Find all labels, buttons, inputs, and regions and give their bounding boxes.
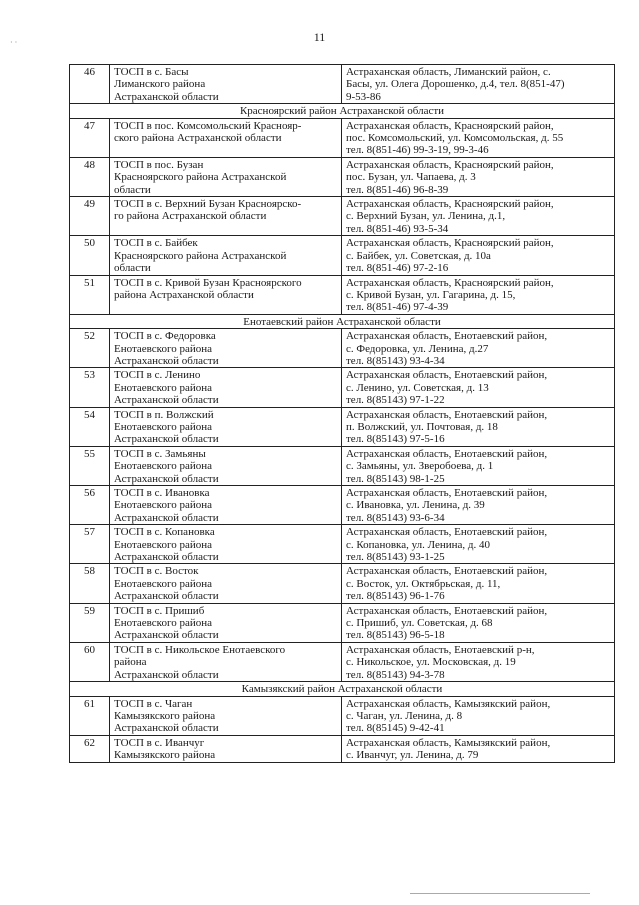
district-heading: Красноярский район Астраханской области	[70, 104, 615, 118]
address-line: Астраханская область, Енотаевский район,	[346, 330, 548, 343]
table-row	[70, 642, 615, 681]
office-name-line: Астраханской области	[114, 472, 219, 485]
address-line: пос. Бузан, ул. Чапаева, д. 3	[346, 171, 476, 184]
table-row	[70, 236, 615, 275]
row-number: 55	[70, 446, 110, 485]
address-line: Астраханская область, Енотаевский район,	[346, 487, 548, 499]
address-line: с. Федоровка, ул. Ленина, д.27	[346, 342, 489, 355]
address-line: Астраханская область, Лиманский район, с.	[346, 66, 551, 78]
office-name-line: района	[114, 656, 147, 669]
office-name-line: Енотаевского района	[114, 420, 212, 433]
address-line: тел. 8(85143) 98-1-25	[346, 472, 445, 485]
address-line: пос. Комсомольский, ул. Комсомольская, д. 55	[346, 132, 564, 145]
office-name-line: ТОСП в с. Байбек	[114, 237, 198, 250]
office-name-line: ТОСП в с. Чаган	[114, 697, 193, 710]
address-line: тел. 8(85143) 96-5-18	[346, 629, 445, 642]
row-number: 58	[70, 564, 110, 603]
page-number: 11	[313, 30, 326, 44]
table-row	[70, 486, 615, 525]
address-line: Астраханская область, Камызякский район,	[346, 697, 551, 710]
address-line: с. Байбек, ул. Советская, д. 10а	[346, 249, 491, 262]
office-name-line: Красноярского района Астраханской	[114, 171, 287, 184]
office-name-cell	[110, 236, 342, 275]
office-name-cell	[110, 696, 342, 735]
office-name-line: Астраханской области	[114, 354, 219, 367]
office-name-cell	[110, 564, 342, 603]
table-row	[70, 197, 615, 236]
office-name-line: ТОСП в с. Ивановка	[114, 487, 210, 499]
office-name-line: ТОСП в п. Волжский	[114, 408, 214, 421]
address-cell	[342, 275, 615, 314]
table-row	[70, 329, 615, 368]
address-line: с. Ивановка, ул. Ленина, д. 39	[346, 499, 485, 512]
row-number: 48	[70, 157, 110, 196]
office-name-line: ТОСП в пос. Бузан	[114, 158, 204, 171]
office-name-line: области	[114, 262, 151, 275]
address-cell	[342, 446, 615, 485]
address-cell	[342, 564, 615, 603]
office-name-cell	[110, 275, 342, 314]
office-name-cell	[110, 446, 342, 485]
address-line: с. Верхний Бузан, ул. Ленина, д.1,	[346, 210, 506, 223]
row-number: 56	[70, 486, 110, 525]
scan-mark: · ·	[10, 38, 18, 47]
office-name-line: ТОСП в с. Федоровка	[114, 330, 216, 343]
table-row	[70, 735, 615, 762]
office-name-line: области	[114, 183, 151, 196]
address-line: с. Замьяны, ул. Зверобоева, д. 1	[346, 460, 494, 473]
office-name-line: Астраханской области	[114, 90, 219, 103]
office-name-cell	[110, 735, 342, 762]
row-number: 47	[70, 118, 110, 157]
office-name-cell	[110, 525, 342, 564]
address-line: Астраханская область, Енотаевский район,	[346, 408, 548, 421]
office-name-cell	[110, 329, 342, 368]
address-cell	[342, 236, 615, 275]
office-name-line: Красноярского района Астраханской	[114, 249, 287, 262]
address-line: Астраханская область, Енотаевский район,	[346, 604, 548, 617]
table-row	[70, 525, 615, 564]
office-name-line: Енотаевского района	[114, 617, 212, 630]
address-line: п. Волжский, ул. Почтовая, д. 18	[346, 420, 498, 433]
address-line: с. Кривой Бузан, ул. Гагарина, д. 15,	[346, 288, 516, 301]
address-line: Басы, ул. Олега Дорошенко, д.4, тел. 8(851-47)	[346, 78, 565, 91]
scan-edge-line	[410, 893, 590, 894]
address-line: тел. 8(85143) 96-1-76	[346, 590, 445, 603]
district-heading: Камызякский район Астраханской области	[70, 682, 615, 696]
address-line: с. Иванчуг, ул. Ленина, д. 79	[346, 749, 479, 762]
address-cell	[342, 525, 615, 564]
office-name-line: Лиманского района	[114, 78, 206, 91]
table-row	[70, 407, 615, 446]
address-cell	[342, 486, 615, 525]
office-name-line: ТОСП в с. Никольское Енотаевского	[114, 643, 286, 656]
office-name-line: ТОСП в с. Кривой Бузан Красноярского	[114, 276, 302, 289]
office-name-line: ТОСП в с. Копановка	[114, 526, 215, 539]
table-row	[70, 603, 615, 642]
table-row	[70, 275, 615, 314]
row-number: 59	[70, 603, 110, 642]
office-name-line: ТОСП в с. Пришиб	[114, 604, 205, 617]
address-cell	[342, 65, 615, 104]
office-name-line: Астраханской области	[114, 433, 219, 446]
address-line: Астраханская область, Енотаевский район,	[346, 565, 548, 578]
address-line: Астраханская область, Камызякский район,	[346, 736, 551, 749]
office-name-cell	[110, 157, 342, 196]
address-line: тел. 8(85143) 93-6-34	[346, 511, 445, 524]
address-cell	[342, 642, 615, 681]
row-number: 54	[70, 407, 110, 446]
office-name-cell	[110, 407, 342, 446]
office-name-line: ТОСП в с. Ленино	[114, 369, 201, 382]
row-number: 60	[70, 642, 110, 681]
office-name-line: района Астраханской области	[114, 288, 254, 301]
office-name-line: ского района Астраханской области	[114, 132, 282, 145]
office-name-cell	[110, 642, 342, 681]
row-number: 51	[70, 275, 110, 314]
office-name-line: ТОСП в с. Верхний Бузан Красноярско-	[114, 198, 302, 211]
address-line: с. Восток, ул. Октябрьская, д. 11,	[346, 577, 501, 590]
address-line: с. Копановка, ул. Ленина, д. 40	[346, 538, 490, 551]
address-cell	[342, 407, 615, 446]
office-name-line: ТОСП в с. Басы	[114, 66, 189, 78]
office-name-cell	[110, 368, 342, 407]
office-name-cell	[110, 486, 342, 525]
address-line: Астраханская область, Красноярский район,	[346, 276, 554, 289]
address-line: тел. 8(85143) 94-3-78	[346, 668, 445, 681]
office-name-line: Енотаевского района	[114, 381, 212, 394]
address-line: с. Ленино, ул. Советская, д. 13	[346, 381, 489, 394]
address-line: Астраханская область, Енотаевский район,	[346, 369, 548, 382]
row-number: 57	[70, 525, 110, 564]
address-line: Астраханская область, Красноярский район,	[346, 158, 554, 171]
office-name-line: Камызякского района	[114, 749, 216, 762]
office-name-line: Енотаевского района	[114, 342, 212, 355]
address-line: тел. 8(85145) 9-42-41	[346, 722, 445, 735]
district-section-row	[70, 314, 615, 328]
address-line: Астраханская область, Енотаевский р-н,	[346, 643, 535, 656]
office-name-line: Астраханской области	[114, 394, 219, 407]
row-number: 52	[70, 329, 110, 368]
office-name-cell	[110, 603, 342, 642]
row-number: 46	[70, 65, 110, 104]
table-row	[70, 118, 615, 157]
row-number: 61	[70, 696, 110, 735]
address-line: тел. 8(851-46) 99-3-19, 99-3-46	[346, 144, 489, 157]
address-line: тел. 8(851-46) 96-8-39	[346, 183, 449, 196]
address-line: тел. 8(851-46) 97-2-16	[346, 262, 449, 275]
address-line: Астраханская область, Енотаевский район,	[346, 447, 548, 460]
table-row	[70, 696, 615, 735]
address-line: Астраханская область, Енотаевский район,	[346, 526, 548, 539]
office-name-line: го района Астраханской области	[114, 210, 267, 223]
row-number: 49	[70, 197, 110, 236]
address-cell	[342, 118, 615, 157]
address-cell	[342, 157, 615, 196]
address-cell	[342, 197, 615, 236]
table-row	[70, 157, 615, 196]
office-name-cell	[110, 65, 342, 104]
district-section-row	[70, 104, 615, 118]
table-row	[70, 446, 615, 485]
table-row	[70, 368, 615, 407]
office-name-line: Астраханской области	[114, 629, 219, 642]
table-row	[70, 65, 615, 104]
address-cell	[342, 329, 615, 368]
office-name-line: Камызякского района	[114, 709, 216, 722]
address-line: 9-53-86	[346, 90, 381, 103]
office-name-line: Астраханской области	[114, 668, 219, 681]
address-line: тел. 8(85143) 97-1-22	[346, 394, 445, 407]
row-number: 50	[70, 236, 110, 275]
row-number: 62	[70, 735, 110, 762]
district-heading: Енотаевский район Астраханской области	[70, 314, 615, 328]
organizations-table	[69, 64, 615, 763]
office-name-cell	[110, 197, 342, 236]
address-line: Астраханская область, Красноярский район,	[346, 198, 554, 211]
office-name-line: Енотаевского района	[114, 460, 212, 473]
address-line: тел. 8(851-46) 97-4-39	[346, 301, 449, 314]
address-line: с. Никольское, ул. Московская, д. 19	[346, 656, 516, 669]
address-line: тел. 8(851-46) 93-5-34	[346, 222, 449, 235]
address-cell	[342, 735, 615, 762]
address-cell	[342, 603, 615, 642]
office-name-line: ТОСП в с. Иванчуг	[114, 736, 205, 749]
office-name-line: ТОСП в пос. Комсомольский Краснояр-	[114, 119, 302, 132]
address-line: тел. 8(85143) 97-5-16	[346, 433, 445, 446]
row-number: 53	[70, 368, 110, 407]
office-name-line: ТОСП в с. Замьяны	[114, 447, 206, 460]
office-name-line: Астраханской области	[114, 722, 219, 735]
office-name-line: Енотаевского района	[114, 499, 212, 512]
district-section-row	[70, 682, 615, 696]
address-line: Астраханская область, Красноярский район,	[346, 237, 554, 250]
address-cell	[342, 368, 615, 407]
address-line: с. Пришиб, ул. Советская, д. 68	[346, 617, 493, 630]
address-line: Астраханская область, Красноярский район,	[346, 119, 554, 132]
address-line: тел. 8(85143) 93-4-34	[346, 354, 445, 367]
office-name-line: Астраханской области	[114, 551, 219, 564]
office-name-line: Енотаевского района	[114, 538, 212, 551]
address-cell	[342, 696, 615, 735]
address-line: с. Чаган, ул. Ленина, д. 8	[346, 709, 463, 722]
office-name-line: Астраханской области	[114, 511, 219, 524]
address-line: тел. 8(85143) 93-1-25	[346, 551, 445, 564]
table-row	[70, 564, 615, 603]
office-name-line: Енотаевского района	[114, 577, 212, 590]
office-name-line: Астраханской области	[114, 590, 219, 603]
office-name-cell	[110, 118, 342, 157]
office-name-line: ТОСП в с. Восток	[114, 565, 199, 578]
